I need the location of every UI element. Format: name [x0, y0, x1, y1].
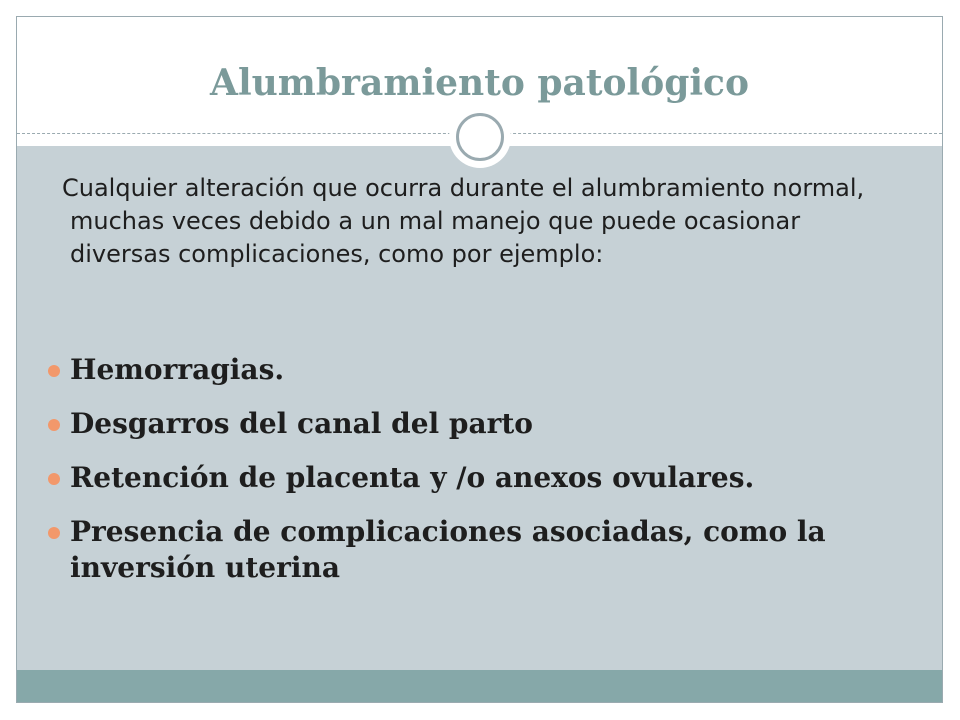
bullet-dot-icon	[48, 473, 60, 485]
circle-ring-icon	[456, 113, 504, 161]
bullet-dot-icon	[48, 527, 60, 539]
bullet-text: Presencia de complicaciones asociadas, como la inversión uterina	[70, 515, 826, 584]
slide-title: Alumbramiento patológico	[210, 62, 749, 104]
bullet-text: Retención de placenta y /o anexos ovulares.	[70, 461, 755, 494]
bullet-text: Hemorragias.	[70, 353, 285, 386]
footer-bar	[17, 670, 942, 702]
bullet-list	[48, 352, 928, 604]
intro-paragraph: Cualquier alteración que ocurra durante el alumbramiento normal, muchas veces debido a un mal manejo que puede ocasionar diversas complicaciones, como por ejemplo:	[62, 174, 865, 268]
bullet-dot-icon	[48, 419, 60, 431]
bullet-item	[48, 514, 928, 586]
bullet-item	[48, 352, 928, 388]
bullet-dot-icon	[48, 365, 60, 377]
bullet-item	[48, 406, 928, 442]
bullet-item	[48, 460, 928, 496]
bullet-text: Desgarros del canal del parto	[70, 407, 533, 440]
